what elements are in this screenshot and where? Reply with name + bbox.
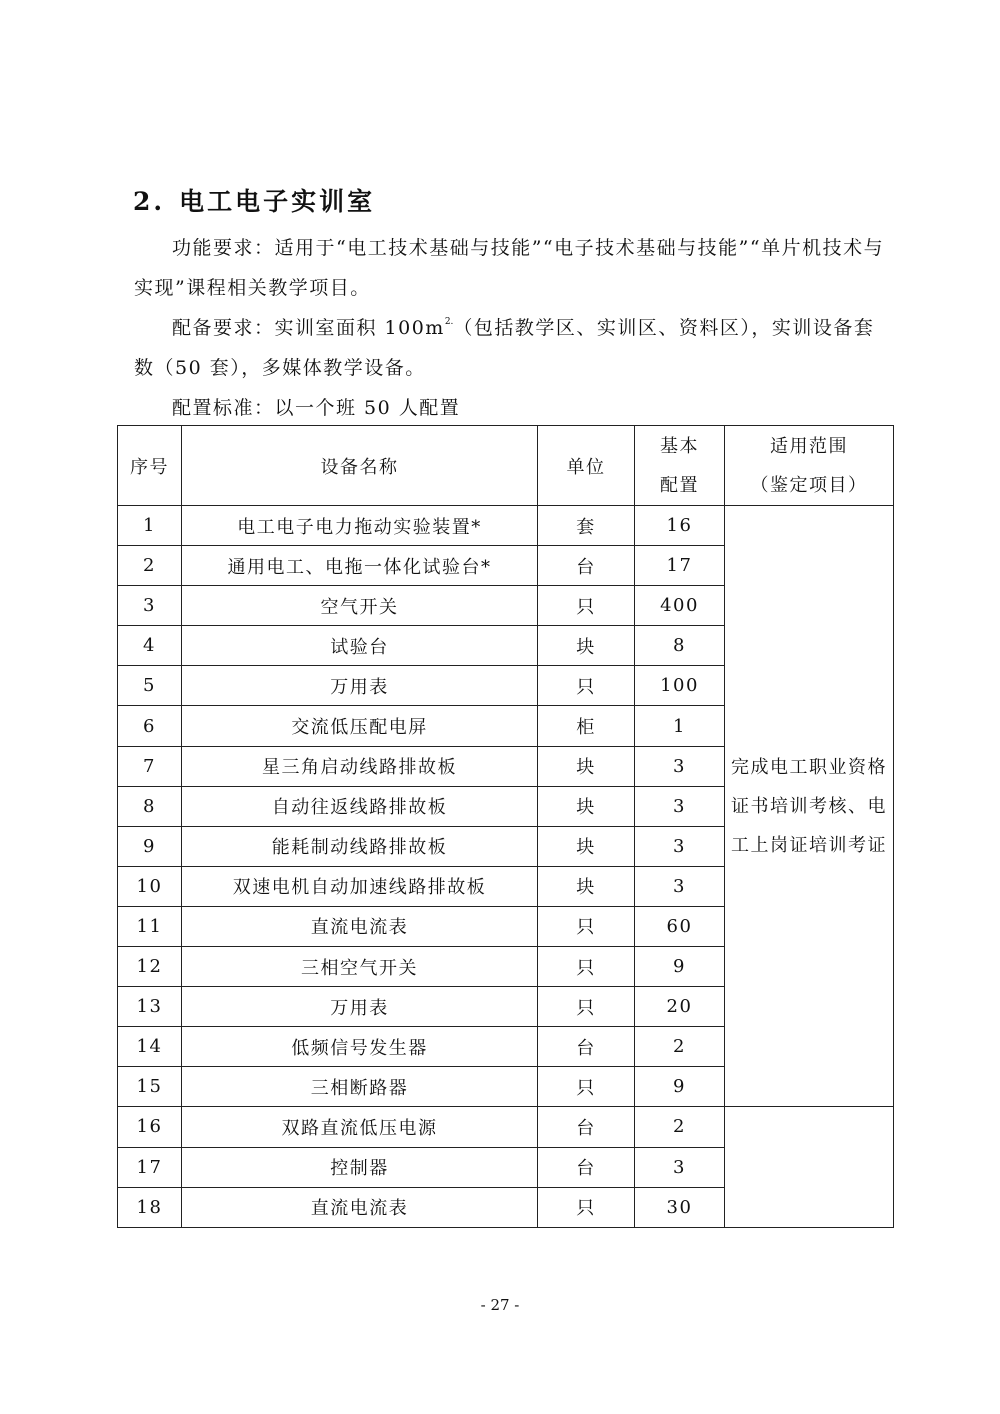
section-title: 电工电子实训室 xyxy=(179,187,376,216)
row-name: 能耗制动线路排故板 xyxy=(182,826,538,866)
row-qty: 16 xyxy=(635,506,725,546)
row-qty: 3 xyxy=(635,866,725,906)
row-index: 8 xyxy=(118,786,182,826)
row-index: 14 xyxy=(118,1027,182,1067)
row-name: 交流低压配电屏 xyxy=(182,706,538,746)
row-unit: 套 xyxy=(538,506,635,546)
row-unit: 只 xyxy=(538,1067,635,1107)
row-index: 12 xyxy=(118,947,182,987)
row-index: 17 xyxy=(118,1147,182,1187)
row-index: 4 xyxy=(118,626,182,666)
row-unit: 只 xyxy=(538,987,635,1027)
row-qty: 100 xyxy=(635,666,725,706)
row-qty: 3 xyxy=(635,786,725,826)
row-name: 电工电子电力拖动实验装置* xyxy=(182,506,538,546)
row-name: 双速电机自动加速线路排故板 xyxy=(182,866,538,906)
row-qty: 8 xyxy=(635,626,725,666)
header-scope xyxy=(725,426,894,506)
table-row xyxy=(118,1107,894,1147)
page-number: - 27 - xyxy=(480,1296,520,1314)
row-qty: 400 xyxy=(635,586,725,626)
row-index: 9 xyxy=(118,826,182,866)
row-unit: 只 xyxy=(538,906,635,946)
row-index: 18 xyxy=(118,1187,182,1227)
row-name: 直流电流表 xyxy=(182,906,538,946)
equipment-requirement xyxy=(134,308,886,388)
row-name: 低频信号发生器 xyxy=(182,1027,538,1067)
row-name: 试验台 xyxy=(182,626,538,666)
row-unit: 只 xyxy=(538,947,635,987)
equipment-table xyxy=(117,425,894,1228)
row-name: 万用表 xyxy=(182,987,538,1027)
row-name: 三相断路器 xyxy=(182,1067,538,1107)
config-standard: 配置标准：以一个班 50 人配置 xyxy=(172,397,461,419)
row-index: 2 xyxy=(118,546,182,586)
row-index: 11 xyxy=(118,906,182,946)
row-unit: 柜 xyxy=(538,706,635,746)
row-unit: 块 xyxy=(538,786,635,826)
row-qty: 1 xyxy=(635,706,725,746)
row-index: 7 xyxy=(118,746,182,786)
row-unit: 台 xyxy=(538,1107,635,1147)
row-unit: 块 xyxy=(538,826,635,866)
row-unit: 块 xyxy=(538,866,635,906)
row-unit: 块 xyxy=(538,746,635,786)
row-unit: 台 xyxy=(538,1147,635,1187)
row-unit: 块 xyxy=(538,626,635,666)
header-name: 设备名称 xyxy=(182,426,538,506)
row-name: 通用电工、电拖一体化试验台* xyxy=(182,546,538,586)
row-qty: 17 xyxy=(635,546,725,586)
scope-cell-group1: 完成电工职业资格证书培训考核、电工上岗证培训考证 xyxy=(725,506,894,1107)
row-index: 5 xyxy=(118,666,182,706)
row-qty: 2 xyxy=(635,1107,725,1147)
row-unit: 只 xyxy=(538,586,635,626)
row-qty: 3 xyxy=(635,1147,725,1187)
table-row xyxy=(118,506,894,546)
function-requirement: 功能要求：适用于“电工技术基础与技能”“电子技术基础与技能”“单片机技术与实现”课程相关教学项目。 xyxy=(134,237,885,299)
section-heading xyxy=(133,182,375,218)
row-qty: 20 xyxy=(635,987,725,1027)
header-scope-line1: 适用范围 xyxy=(770,435,848,457)
header-index: 序号 xyxy=(118,426,182,506)
row-qty: 3 xyxy=(635,826,725,866)
row-name: 自动往返线路排故板 xyxy=(182,786,538,826)
row-qty: 30 xyxy=(635,1187,725,1227)
row-name: 直流电流表 xyxy=(182,1187,538,1227)
row-name: 空气开关 xyxy=(182,586,538,626)
row-name: 双路直流低压电源 xyxy=(182,1107,538,1147)
row-name: 三相空气开关 xyxy=(182,947,538,987)
row-index: 3 xyxy=(118,586,182,626)
header-basic-line1: 基本 xyxy=(660,435,699,457)
header-basic-line2: 配置 xyxy=(660,474,699,496)
row-index: 13 xyxy=(118,987,182,1027)
row-qty: 3 xyxy=(635,746,725,786)
row-index: 15 xyxy=(118,1067,182,1107)
row-index: 16 xyxy=(118,1107,182,1147)
row-unit: 只 xyxy=(538,666,635,706)
row-name: 星三角启动线路排故板 xyxy=(182,746,538,786)
equipment-requirement-detail: （包括教学区、实训区、资料区），实训设备套数（50 套），多媒体教学设备。 xyxy=(134,317,875,379)
table-header-row xyxy=(118,426,894,506)
header-scope-line2: （鉴定项目） xyxy=(750,474,868,496)
header-unit: 单位 xyxy=(538,426,635,506)
scope-cell-group2 xyxy=(725,1107,894,1227)
row-qty: 2 xyxy=(635,1027,725,1067)
row-qty: 9 xyxy=(635,947,725,987)
row-qty: 60 xyxy=(635,906,725,946)
section-number: 2. xyxy=(133,187,166,216)
row-qty: 9 xyxy=(635,1067,725,1107)
row-name: 万用表 xyxy=(182,666,538,706)
equipment-requirement-text: 配备要求：实训室面积 100m xyxy=(172,317,445,339)
row-unit: 台 xyxy=(538,546,635,586)
row-index: 1 xyxy=(118,506,182,546)
row-index: 6 xyxy=(118,706,182,746)
header-basic-config xyxy=(635,426,725,506)
row-index: 10 xyxy=(118,866,182,906)
row-unit: 台 xyxy=(538,1027,635,1067)
area-unit-superscript: 2. xyxy=(444,317,454,327)
row-name: 控制器 xyxy=(182,1147,538,1187)
row-unit: 只 xyxy=(538,1187,635,1227)
